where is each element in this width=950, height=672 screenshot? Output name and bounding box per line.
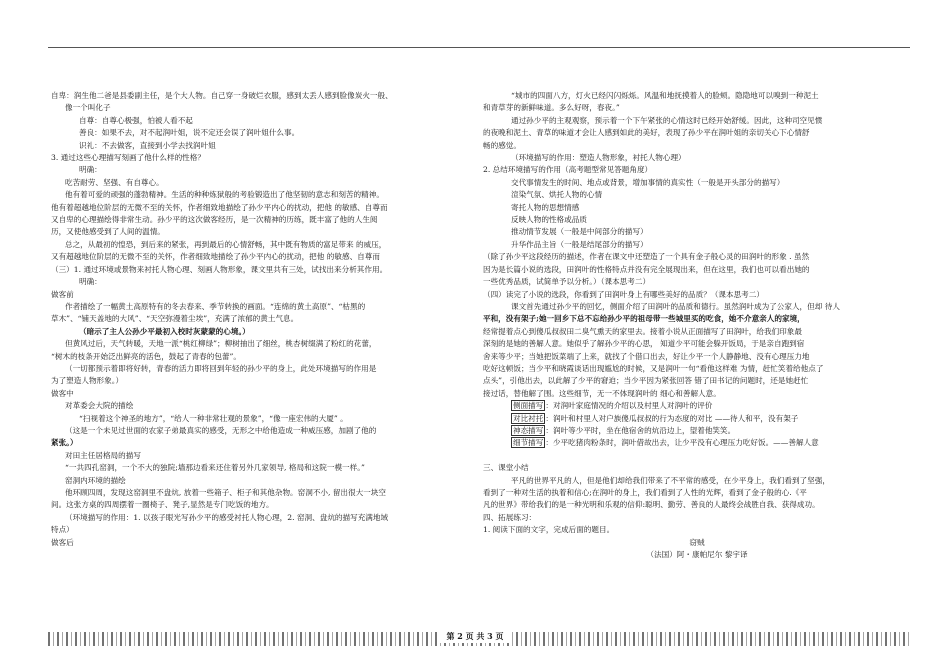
text-line: 总之，从最初的惶恐，到后来的紧张，再到最后的心情舒畅，其中既有物质的富足带来 的威压， bbox=[65, 239, 387, 249]
text-line: 点头”，引他出去，以此解了少平的窘迫；当少平因为紧张回答 错了田书记的问题时，还是她赶忙 bbox=[483, 376, 809, 386]
text-line: 明确： bbox=[79, 165, 102, 175]
text-line: （暗示了主人公孙少平最初入校时灰蒙蒙的心境。） bbox=[79, 326, 250, 336]
text-line: 和青草芽的新鲜味道。多么好呀，春夜。” bbox=[483, 103, 620, 113]
text-line: （这是一个未见过世面的农家子弟最真实的感受，无形之中给他造成一种威压感，加剧了他的 bbox=[65, 425, 377, 435]
text-line: 1. 阅读下面的文字，完成后面的题目。 bbox=[483, 525, 615, 535]
text-line: （四）读完了小说的选段，你看到了田润叶身上有哪些美好的品质？（课本思考二） bbox=[483, 289, 764, 299]
text-line: “一共四孔窑洞，一个不大的独院;墙那边看来还住着另外几家领导, 格局和这院一模一样。” bbox=[65, 463, 365, 473]
text-line: 又有超越地位阶层的无微不至的关怀，作者细致地描绘了孙少平内心的扰动，把他 的敏感、自尊而 bbox=[51, 252, 380, 262]
text-line: 他有着超越地位阶层的无微不至的关怀，作者细致地描绘了孙少平内心的扰动，把他 的敏感、自尊而 bbox=[51, 202, 388, 212]
header-rule bbox=[48, 47, 910, 48]
text-line: 平和，没有架子;她一回乡下总不忘给孙少平的祖母带一些城里买的吃食，她不介意亲人的家境， bbox=[483, 314, 805, 324]
text-line bbox=[483, 450, 911, 462]
text-line: 经常提着点心到傻瓜叔叔田二臭气熏天的家里去。接着小说从正面描写了田润叶，给我们印象最 bbox=[483, 326, 802, 336]
label-box: 细节描写 bbox=[513, 438, 544, 448]
text-line: 一些优秀品质，试简单予以分析。）（课本思考二） bbox=[483, 277, 651, 287]
text-line: 神态描写 ：润叶等少平时，坐在他宿舍的炕沿边上，望着他笑笑。 bbox=[513, 425, 736, 435]
text-line: 做客中 bbox=[51, 388, 74, 398]
text-line: 通过孙少平的主观观察，预示着一个下午紧张的心情这时已经开始舒缓。因此，这种司空见惯 bbox=[511, 115, 823, 125]
text-line: 四、拓展练习： bbox=[483, 512, 537, 522]
text-line: 历，又使他感受到了人间的温情。 bbox=[51, 227, 165, 237]
text-line: 吃好这顿饭；当少平和晓霞谈话出现尴尬的时候，又是润叶一句“看他这样难 为情，赶忙笑着给他点了 bbox=[483, 363, 824, 373]
text-line: 但黄风过后，天气转暖，天地一派“桃红柳绿”；柳树抽出了细丝，桃杏树缀满了粉红的花蕾， bbox=[65, 339, 377, 349]
text-line: 畅的感觉。 bbox=[483, 140, 521, 150]
text-line: 深刻的是她的善解人意。她似乎了解孙少平的心思， 知道少平可能会躲开饭局，于是亲自跑到宿 bbox=[483, 339, 805, 349]
text-line: 三、课堂小结 bbox=[483, 463, 529, 473]
text-line: 又自卑的心理描绘得非常生动。孙少平的这次做客经历，是一次精神的历练，既丰富了他的人生阅 bbox=[51, 215, 378, 225]
right-column bbox=[483, 90, 911, 561]
text-line: 因为是长篇小说的选段，田润叶的性格特点并没有完全展现出来，但在这里，我们也可以看出她的 bbox=[483, 264, 810, 274]
text-line: “城市的四面八方，灯火已经闪闪烁烁。风温和地抚摸着人的脸颊。隐隐地可以嗅到一种泥土 bbox=[511, 91, 819, 100]
text-line: 识礼：不去做客，直接到小学去找润叶姐 bbox=[79, 140, 216, 150]
text-line: 做客前 bbox=[51, 289, 74, 299]
text-line: 窃贼 bbox=[689, 537, 705, 547]
text-line: （除了孙少平这段经历的描述，作者在课文中还塑造了一个具有金子般心灵的田润叶的形象 . 虽然 bbox=[483, 252, 810, 262]
text-line: 间。这张方桌的四周摆着一圈椅子、凳子,显然是专门吃饭的地方。 bbox=[51, 500, 274, 510]
text-line: 的夜晚和泥土、青草的味道才会让人感到如此的美好，表现了孙少平在润叶姐的亲切关心下心情舒 bbox=[483, 128, 810, 138]
text-line: 2. 总结环境描写的作用（高考题型常见答题角度） bbox=[483, 165, 653, 175]
text-line: 对田主任居格局的描写 bbox=[65, 450, 141, 460]
text-line: 自卑：润生他二爸是县委副主任，是个大人物。自己穿一身破烂衣服，感到太丢人感到脸像炭火一般、 bbox=[51, 91, 393, 100]
text-line: 明确： bbox=[79, 277, 102, 287]
text-line: 做客后 bbox=[51, 537, 74, 547]
text-line: 3. 通过这些心理描写刻画了他什么样的性格？ bbox=[51, 153, 205, 163]
text-line: 紧张。） bbox=[51, 438, 78, 448]
text-line: 为了塑造人物形象。） bbox=[51, 376, 124, 386]
text-line: 舍来等少平；当她把饭菜端了上来，就找了个借口出去，好让少平一个人静静地、没有心理压力地 bbox=[483, 351, 810, 361]
text-line: 凡的世界》带给我们的是一种光明和乐观的信仰:聪明、勤劳、善良的人最终会战胜自我、获得成功。 bbox=[483, 500, 820, 510]
text-line: 交代事情发生的时间、地点或背景，增加事情的真实性（一般是开头部分的描写） bbox=[511, 177, 785, 187]
label-box: 神态描写 bbox=[513, 425, 544, 435]
text-line: 他有着可爱的顽强的蓬勃精神。生活的种种炼狱般的考验锻造出了他坚韧的意志和刻苦的精神。 bbox=[65, 190, 384, 200]
text-line: 对比衬托 ：润叶和村里人对户族傻瓜叔叔的行为态度的对比 ——待人和平，没有架子 bbox=[513, 413, 799, 423]
text-line: 吃苦耐劳、坚强、有自尊心。 bbox=[65, 177, 164, 187]
text-line: 对革委会大院的描绘 bbox=[65, 401, 134, 411]
text-line: 升华作品主旨（一般是结尾部分的描写） bbox=[511, 239, 648, 249]
text-line: 看到了一种对生活的执着和信心;在润叶的身上，我们看到了人性的光辉，看到了金子般的心.《平 bbox=[483, 488, 807, 497]
text-line: 平凡的世界平凡的人，但是他们却给我们带来了不平常的感受，在少平身上，我们看到了坚强， bbox=[511, 475, 830, 485]
text-line: （环境描写的作用：1. 以孩子眼光写孙少平的感受衬托人物心理，2. 窑洞、盘炕的描写充满地域 bbox=[65, 512, 389, 522]
text-line: 细节描写 ：少平吃猪肉粉条时，润叶借故出去，让少平没有心理压力吃好饭。——善解人意 bbox=[513, 438, 819, 448]
text-line: 善良：如果不去，对不起润叶姐，说不定还会误了润叶姐什么事。 bbox=[79, 128, 300, 138]
text-line: 渲染气氛、烘托人物的心情 bbox=[511, 190, 603, 200]
text-line: （环境描写的作用：塑造人物形象，衬托人物心理） bbox=[511, 153, 686, 163]
text-line: 自尊：自尊心极强，怕被人看不起 bbox=[79, 115, 193, 125]
left-column bbox=[51, 90, 469, 549]
text-line: “树木的枝条开始泛出鲜亮的活色，鼓起了青春的包蕾”。 bbox=[51, 351, 242, 361]
label-box: 侧面描写 bbox=[513, 401, 544, 411]
text-line: 作者描绘了一幅黄土高原特有的冬去春来、季节转换的画面。“连绵的黄土高原”、“枯黑的 bbox=[65, 301, 366, 311]
text-line: 侧面描写 ：对润叶家庭情况的介绍以及村里人对润叶的评价 bbox=[513, 401, 713, 411]
text-line: （三）1. 通过环境或景物来衬托人物心理、刻画人物形象，课文里共有三处，试找出来分析其作用。 bbox=[51, 264, 388, 274]
text-line: 特点） bbox=[51, 525, 74, 535]
text-line: 像一个叫化子 bbox=[65, 103, 111, 113]
text-line: 推动情节发展（一般是中间部分的描写） bbox=[511, 227, 648, 237]
text-line: 他环顾四周，发现这窑洞里不盘炕, 放着一些箱子、柜子和其他杂物。窑洞不小, 留出很大一块空 bbox=[65, 488, 386, 497]
text-line: 接过话，替他解了围。这些细节，无一不体现润叶的 细心和善解人意。 bbox=[483, 388, 721, 398]
text-line: （法国）阿・康帕尼尔 黎宇译 bbox=[646, 550, 748, 560]
text-line: “扫视着这个神圣的地方”，“给人一种非常壮观的景象”，“像一座宏伟的大厦” 。 bbox=[79, 413, 348, 423]
page-number: 第 2 页 共 3 页 bbox=[438, 630, 511, 643]
text-line: （一切都预示着即将好转，青春的活力即将回到年轻的孙少平的身上，此处环境描写的作用是 bbox=[65, 363, 377, 373]
text-line: 反映人物的性格或品质 bbox=[511, 215, 587, 225]
text-line: 窑洞内环境的描绘 bbox=[65, 475, 126, 485]
text-line: 寄托人物的思想情感 bbox=[511, 202, 580, 212]
text-line: 课文首先通过孙少平的回忆，侧面介绍了田润叶的品质和德行。虽然润叶成为了公家人，但却 待人 bbox=[511, 301, 840, 311]
text-line: 草木”、“铺天盖地的大风”、“天空弥漫着尘埃”，充满了浓郁的黄土气息。 bbox=[51, 314, 299, 324]
label-box: 对比衬托 bbox=[513, 413, 544, 423]
